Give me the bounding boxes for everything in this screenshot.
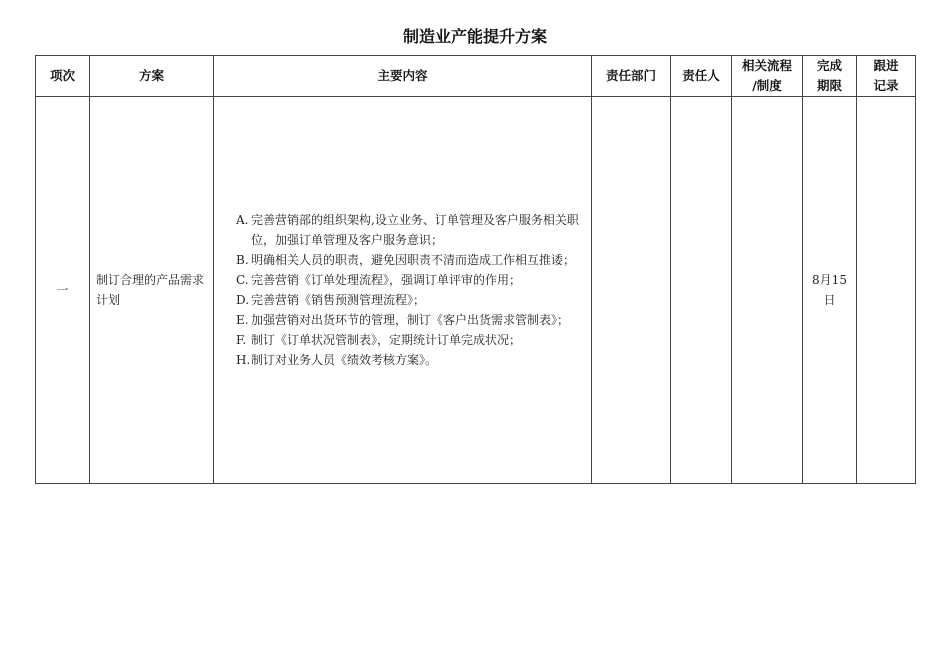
header-deadline	[803, 56, 857, 97]
cell-record	[857, 97, 916, 484]
list-item: E. 加强营销对出货环节的管理，制订《客户出货需求管制表》；	[236, 313, 570, 327]
list-item: D. 完善营销《销售预测管理流程》；	[236, 293, 426, 307]
cell-content	[214, 97, 592, 484]
list-item: A. 完善营销部的组织架构,设立业务、订单管理及客户服务相关职位，加强订单管理及客户服务意识；	[236, 213, 579, 247]
list-item: H. 制订对业务人员《绩效考核方案》。	[236, 353, 438, 367]
header-plan: 方案	[90, 56, 214, 97]
header-deadline-line2: 期限	[816, 78, 842, 93]
table-row	[36, 97, 916, 484]
header-record-line1: 跟进	[873, 58, 899, 73]
deadline-text: 8月15日	[812, 273, 847, 307]
cell-plan: 制订合理的产品需求计划	[90, 97, 214, 484]
header-process-line2: /制度	[752, 78, 782, 93]
header-content: 主要内容	[214, 56, 592, 97]
header-process-line1: 相关流程	[741, 58, 792, 73]
list-item: C. 完善营销《订单处理流程》，强调订单评审的作用；	[236, 273, 522, 287]
cell-process	[732, 97, 803, 484]
header-deadline-line1: 完成	[816, 58, 842, 73]
cell-deadline	[803, 97, 857, 484]
plan-table	[35, 55, 916, 484]
content-list	[214, 210, 591, 370]
header-process	[732, 56, 803, 97]
cell-person	[671, 97, 732, 484]
list-item: F. 制订《订单状况管制表》，定期统计订单完成状况；	[236, 333, 522, 347]
header-index: 项次	[36, 56, 90, 97]
header-record	[857, 56, 916, 97]
header-person: 责任人	[671, 56, 732, 97]
header-dept: 责任部门	[592, 56, 671, 97]
list-item: B. 明确相关人员的职责，避免因职责不清而造成工作相互推诿；	[236, 253, 576, 267]
header-record-line2: 记录	[873, 78, 899, 93]
cell-dept	[592, 97, 671, 484]
table-header-row	[36, 56, 916, 97]
cell-index: 一	[36, 97, 90, 484]
document-title: 制造业产能提升方案	[402, 27, 547, 46]
